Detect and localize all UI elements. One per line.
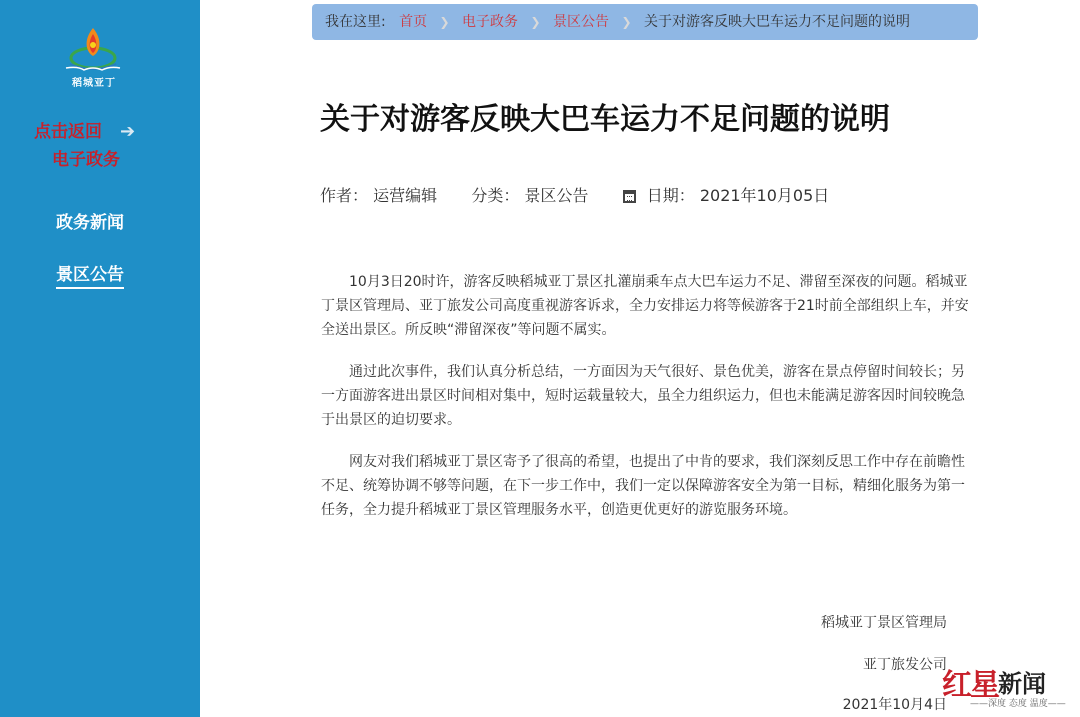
category-value: 景区公告 [524,186,589,205]
author-value: 运营编辑 [373,186,438,205]
sidebar-item-label: 政务新闻 [56,213,124,233]
article-body [321,270,969,540]
breadcrumb-egov[interactable]: 电子政务 [462,14,519,30]
breadcrumb [312,4,978,40]
chevron-right-icon: ❯ [530,15,541,29]
chevron-right-icon: ❯ [621,15,632,29]
sidebar [0,0,200,717]
author-label: 作者： [320,186,369,205]
article-paragraph: 10月3日20时许，游客反映稻城亚丁景区扎灌崩乘车点大巴车运力不足、滞留至深夜的问题。稻城亚丁景区管理局、亚丁旅发公司高度重视游客诉求，全力安排运力将等候游客于21时前全部组织上车，并安全送出景区。所反映“滞留深夜”等问题不属实。 [321,274,969,338]
back-to-egov-link[interactable] [34,118,184,174]
calendar-icon [623,190,636,203]
arrow-right-icon: ➔ [120,121,136,142]
sidebar-item-news[interactable] [0,208,180,233]
date-label: 日期： [646,186,695,205]
category-label: 分类： [471,186,520,205]
article-paragraph: 通过此次事件，我们认真分析总结，一方面因为天气很好、景色优美，游客在景点停留时间较长；另一方面游客进出景区时间相对集中，短时运载量较大，虽全力组织运力，但也未能满足游客因时间较晚急于出景区的迫切要求。 [321,364,965,428]
logo-text: 稻城亚丁 [72,78,116,89]
signature-org2: 亚丁旅发公司 [863,657,947,673]
breadcrumb-home[interactable]: 首页 [399,14,428,30]
sidebar-item-notices[interactable] [0,260,180,285]
breadcrumb-notices[interactable]: 景区公告 [553,14,610,30]
signature-date: 2021年10月4日 [842,697,947,713]
breadcrumb-prefix: 我在这里: [325,14,386,30]
chevron-right-icon: ❯ [439,15,450,29]
article-meta [320,183,1020,206]
watermark-tagline: ——深度 态度 温度—— [970,699,1066,709]
date-value: 2021年10月05日 [699,186,830,205]
article-paragraph: 网友对我们稻城亚丁景区寄予了很高的希望，也提出了中肯的要求，我们深刻反思工作中存在前瞻性不足、统筹协调不够等问题，在下一步工作中，我们一定以保障游客安全为第一目标，精细化服务为第一任务，全力提升稻城亚丁景区管理服务水平，创造更优更好的游览服务环境。 [321,454,965,518]
news-watermark [942,660,1072,712]
back-link-line2: 电子政务 [52,150,120,170]
breadcrumb-current: 关于对游客反映大巴车运力不足问题的说明 [643,14,910,30]
watermark-red-text: 红星 [942,668,998,703]
back-link-line1: 点击返回 [34,122,102,142]
sidebar-item-label: 景区公告 [56,265,124,289]
signature-org1: 稻城亚丁景区管理局 [821,615,947,631]
watermark-black-text: 新闻 [998,669,1046,698]
page-title: 关于对游客反映大巴车运力不足问题的说明 [320,102,890,137]
